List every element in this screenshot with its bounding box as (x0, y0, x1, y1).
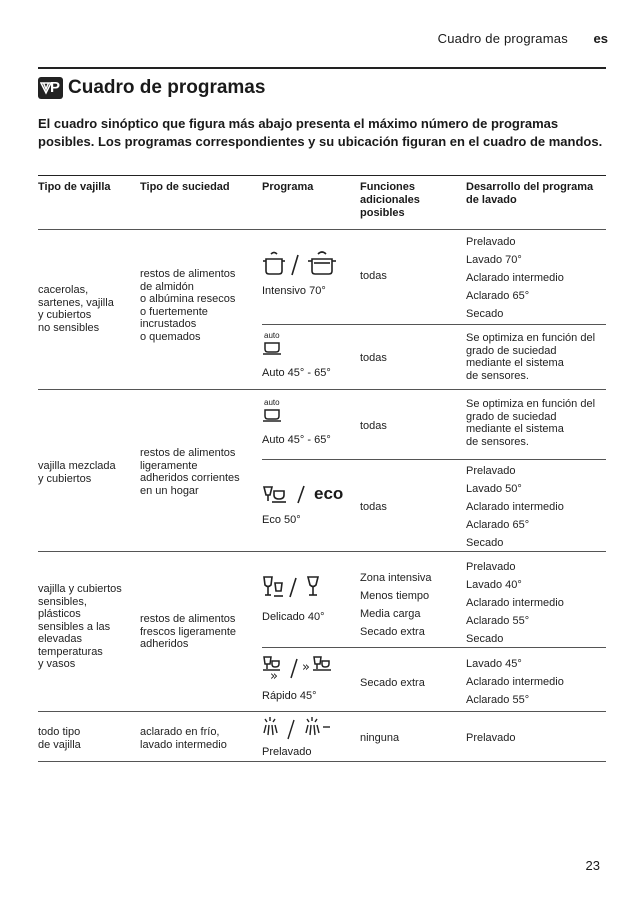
group-rule (38, 711, 606, 712)
suciedad-cell: restos de alimentos ligeramente adheridos corrientes en un hogar (140, 447, 240, 497)
subrow-rule (262, 459, 606, 460)
funciones-cell: Zona intensiva Menos tiempo Media carga Secado extra (360, 572, 432, 638)
table-top-rule (38, 175, 606, 176)
intensive-pot-icon (262, 249, 340, 279)
funciones-cell: todas (360, 501, 387, 513)
auto-program-icon (262, 341, 282, 355)
program-name: Prelavado (262, 746, 312, 758)
language-code: es (593, 31, 608, 46)
col-header-funciones: Funciones adicionales posibles (360, 181, 420, 219)
auto-program-icon (262, 408, 282, 422)
funciones-cell: Secado extra (360, 677, 425, 689)
desarrollo-cell: Prelavado Lavado 50° Aclarado intermedio Aclarado 65° Secado (466, 465, 564, 549)
intro-paragraph: El cuadro sinóptico que figura más abajo presenta el máximo número de programas posibles. Los programas correspondientes y su ubicación figuran en el cuadro de mandos. (38, 116, 603, 149)
vajilla-cell: vajilla y cubiertos sensibles, plásticos sensibles a las elevadas temperaturas y vasos (38, 583, 122, 670)
vajilla-cell: vajilla mezclada y cubiertos (38, 460, 116, 485)
section-title: Cuadro de programas (68, 77, 266, 98)
group-rule (38, 389, 606, 390)
funciones-cell: todas (360, 420, 387, 432)
svg-text:»: » (270, 669, 278, 681)
funciones-cell: todas (360, 352, 387, 364)
subrow-rule (262, 324, 606, 325)
dishwasher-program-icon: P (38, 77, 63, 99)
table-bottom-rule (38, 761, 606, 762)
prewash-icon (262, 715, 332, 741)
program-name: Delicado 40° (262, 611, 325, 623)
svg-text:»: » (302, 660, 310, 675)
desarrollo-cell: Se optimiza en función del grado de suciedad mediante el sistema de sensores. (466, 398, 596, 448)
table-header-rule (38, 229, 606, 230)
quick-program-icon (262, 655, 334, 681)
col-header-programa: Programa (262, 181, 314, 193)
page-number: 23 (585, 858, 600, 873)
program-name: Rápido 45° (262, 690, 317, 702)
desarrollo-cell: Se optimiza en función del grado de suciedad mediante el sistema de sensores. (466, 332, 596, 382)
eco-program-icon (262, 483, 312, 505)
funciones-cell: todas (360, 270, 387, 282)
col-header-vajilla: Tipo de vajilla (38, 181, 111, 193)
running-header (438, 31, 608, 46)
delicate-glass-icon (262, 574, 324, 600)
suciedad-cell: restos de alimentos de almidón o albúmina resecos o fuertemente incrustados o quemados (140, 268, 236, 343)
vajilla-cell: todo tipo de vajilla (38, 726, 81, 751)
section-heading (38, 77, 265, 99)
auto-label: auto (264, 398, 280, 407)
eco-label: eco (314, 484, 344, 503)
vajilla-cell: cacerolas, sartenes, vajilla y cubiertos no sensibles (38, 284, 114, 334)
col-header-desarrollo: Desarrollo del programa de lavado (466, 181, 594, 206)
desarrollo-cell: Prelavado Lavado 40° Aclarado intermedio Aclarado 55° Secado (466, 561, 564, 645)
running-header-title: Cuadro de programas (437, 31, 568, 46)
auto-label: auto (264, 331, 280, 340)
funciones-cell: ninguna (360, 732, 400, 744)
suciedad-cell: aclarado en frío, lavado intermedio (140, 726, 227, 751)
program-name: Eco 50° (262, 514, 301, 526)
desarrollo-cell: Prelavado (466, 732, 516, 744)
header-rule (38, 67, 606, 69)
program-name: Auto 45° - 65° (262, 434, 331, 446)
program-name: Intensivo 70° (262, 285, 326, 297)
col-header-suciedad: Tipo de suciedad (140, 181, 230, 193)
desarrollo-cell: Lavado 45° Aclarado intermedio Aclarado 55° (466, 658, 564, 706)
suciedad-cell: restos de alimentos frescos ligeramente adheridos (140, 613, 236, 650)
program-name: Auto 45° - 65° (262, 367, 331, 379)
desarrollo-cell: Prelavado Lavado 70° Aclarado intermedio Aclarado 65° Secado (466, 236, 564, 320)
